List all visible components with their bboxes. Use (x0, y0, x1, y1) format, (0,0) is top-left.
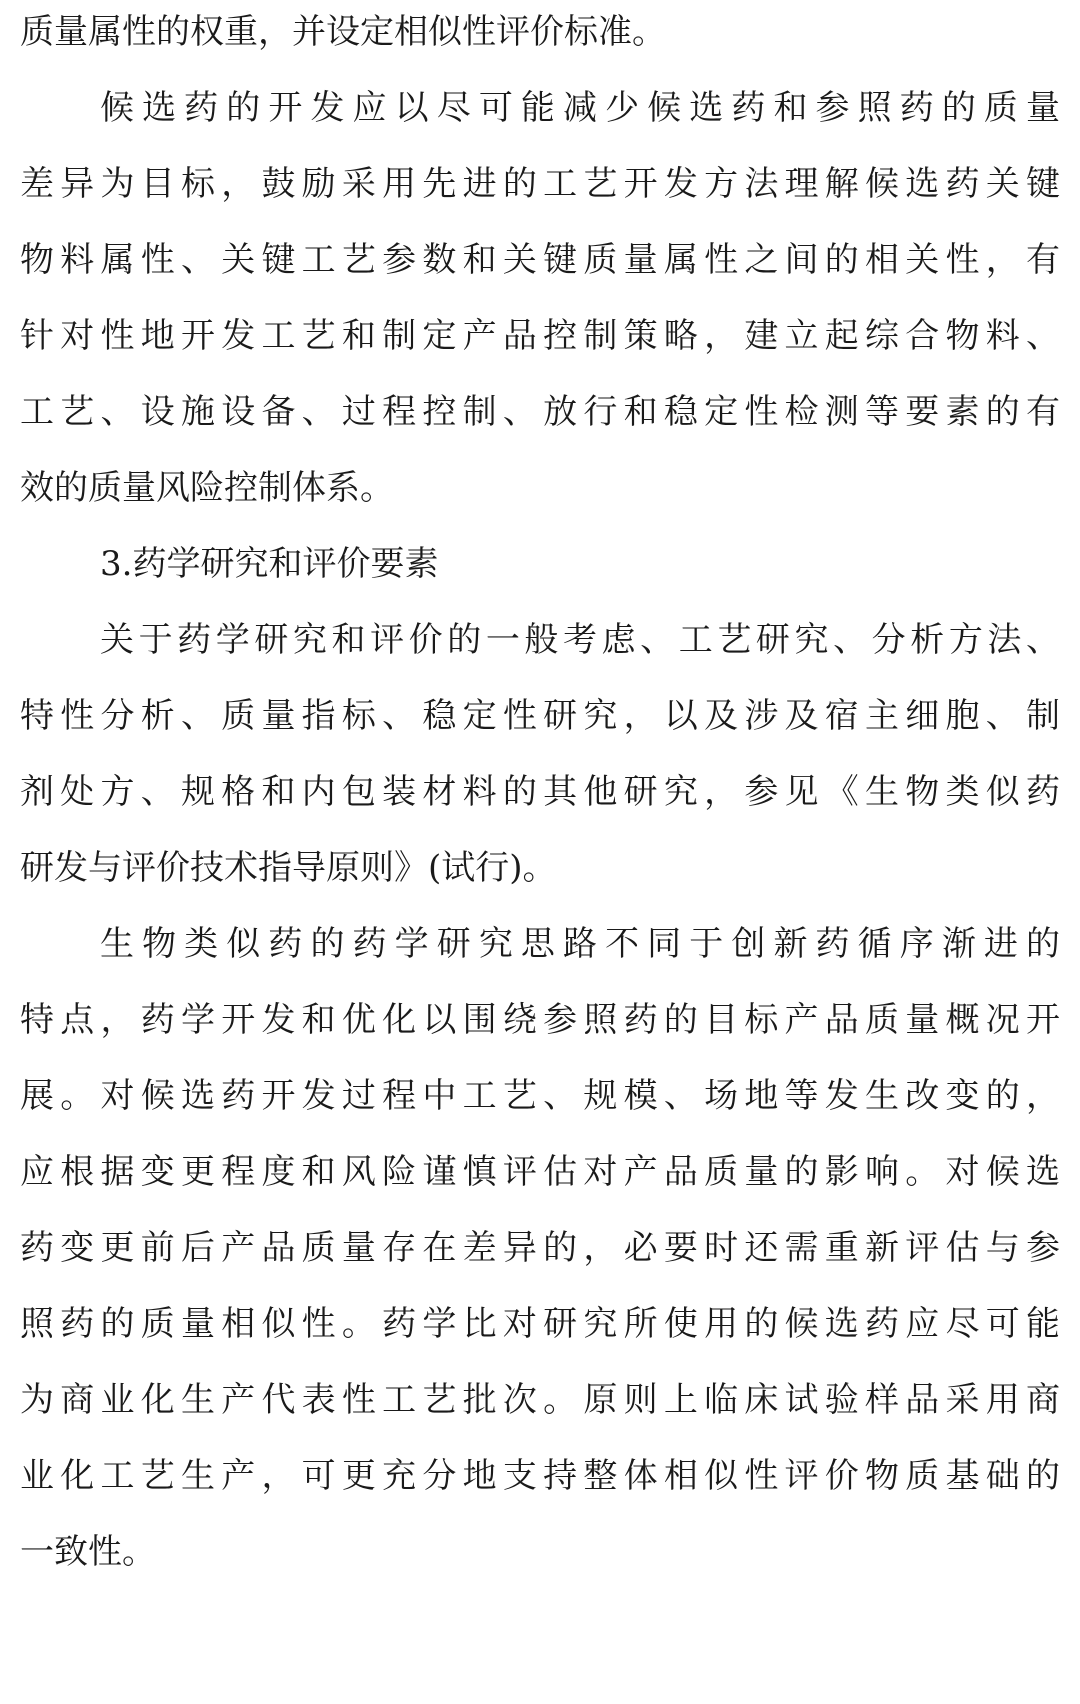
text-line-14: 特点，药学开发和优化以围绕参照药的目标产品质量概况开 (20, 1000, 1060, 1040)
text-line-17: 药变更前后产品质量存在差异的，必要时还需重新评估与参 (20, 1228, 1060, 1268)
text-line-21: 一致性。 (20, 1532, 156, 1572)
text-line-5: 针对性地开发工艺和制定产品控制策略，建立起综合物料、 (20, 316, 1060, 356)
text-line-19: 为商业化生产代表性工艺批次。原则上临床试验样品采用商 (20, 1380, 1060, 1420)
text-line-2: 候选药的开发应以尽可能减少候选药和参照药的质量 (100, 88, 1060, 128)
text-line-13: 生物类似药的药学研究思路不同于创新药循序渐进的 (100, 924, 1060, 964)
text-line-18: 照药的质量相似性。药学比对研究所使用的候选药应尽可能 (20, 1304, 1060, 1344)
text-line-1: 质量属性的权重，并设定相似性评价标准。 (20, 12, 666, 52)
text-line-20: 业化工艺生产，可更充分地支持整体相似性评价物质基础的 (20, 1456, 1060, 1496)
text-line-15: 展。对候选药开发过程中工艺、规模、场地等发生改变的， (20, 1076, 1060, 1116)
text-line-11: 剂处方、规格和内包装材料的其他研究，参见《生物类似药 (20, 772, 1060, 812)
text-line-10: 特性分析、质量指标、稳定性研究，以及涉及宿主细胞、制 (20, 696, 1060, 736)
text-line-4: 物料属性、关键工艺参数和关键质量属性之间的相关性，有 (20, 240, 1060, 280)
text-line-3: 差异为目标，鼓励采用先进的工艺开发方法理解候选药关键 (20, 164, 1060, 204)
text-line-6: 工艺、设施设备、过程控制、放行和稳定性检测等要素的有 (20, 392, 1060, 432)
text-line-16: 应根据变更程度和风险谨慎评估对产品质量的影响。对候选 (20, 1152, 1060, 1192)
text-line-12: 研发与评价技术指导原则》(试行)。 (20, 848, 557, 888)
text-line-9: 关于药学研究和评价的一般考虑、工艺研究、分析方法、 (100, 620, 1060, 660)
section-heading: 3.药学研究和评价要素 (100, 544, 439, 584)
text-line-7: 效的质量风险控制体系。 (20, 468, 394, 508)
